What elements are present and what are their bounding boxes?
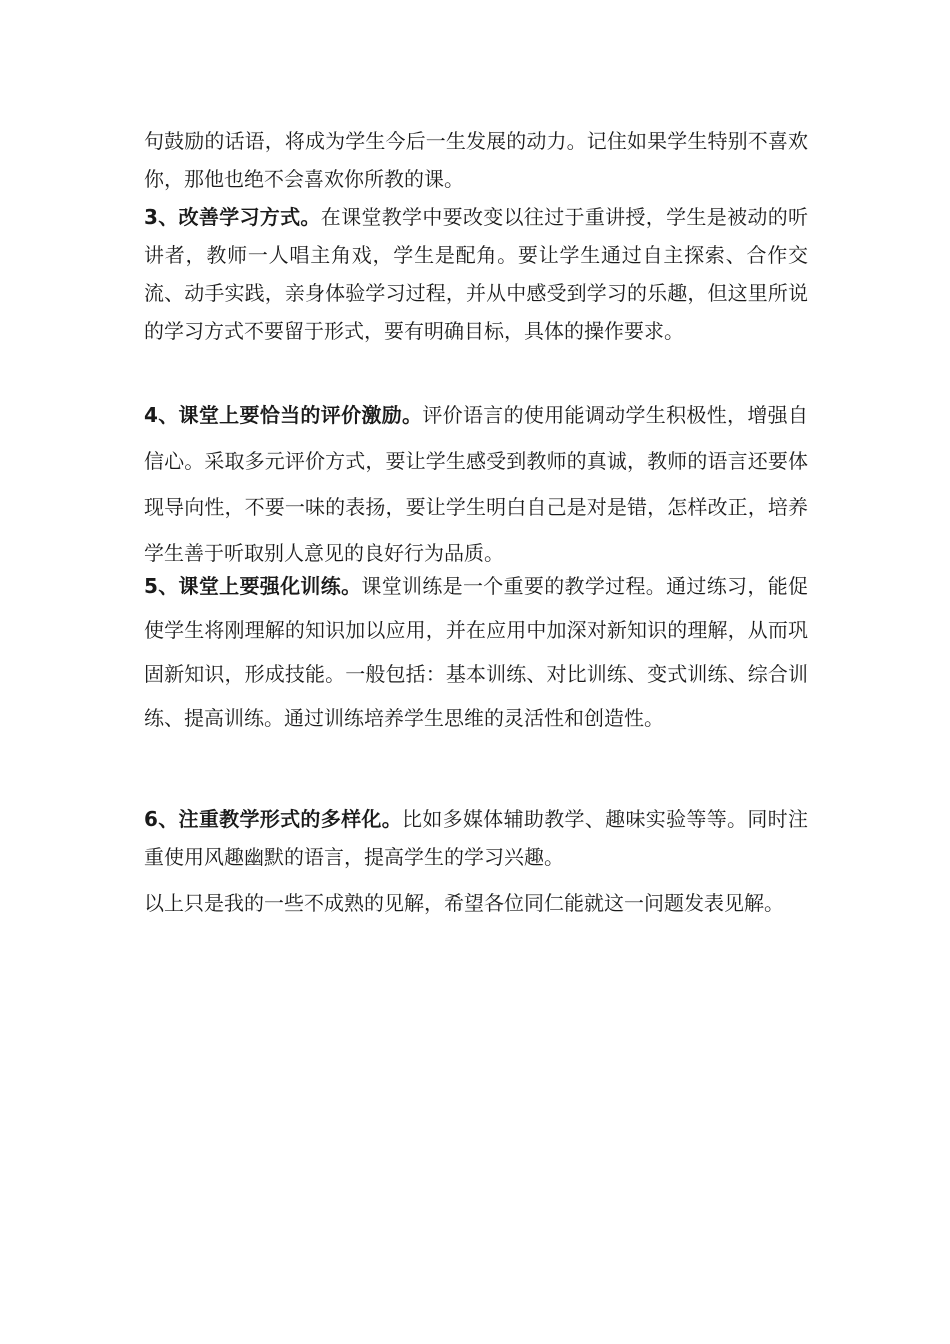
paragraph-4 — [144, 392, 808, 576]
paragraph-heading: 4、课堂上要恰当的评价激励。 — [144, 403, 423, 427]
paragraph-6 — [144, 800, 808, 876]
paragraph-text: 评价语言的使用能调动学生积极性，增强自信心。采取多元评价方式，要让学生感受到教师的真诚，教师的语言还要体现导向性，不要一味的表扬，要让学生明白自己是对是错，怎样改正，培养学生善于听取别人意见的良好行为品质。 — [144, 403, 808, 565]
paragraph-3 — [144, 198, 808, 350]
paragraph-text: 在课堂教学中要改变以往过于重讲授，学生是被动的听讲者，教师一人唱主角戏，学生是配角。要让学生通过自主探索、合作交流、动手实践，亲身体验学习过程，并从中感受到学习的乐趣，但这里所说的学习方式不要留于形式，要有明确目标，具体的操作要求。 — [144, 205, 809, 343]
paragraph-heading: 3、改善学习方式。 — [144, 205, 321, 229]
paragraph-text: 比如多媒体辅助教学、趣味实验等等。同时注重使用风趣幽默的语言，提高学生的学习兴趣。 — [144, 807, 808, 869]
paragraph-5 — [144, 564, 808, 740]
paragraph-heading: 5、课堂上要强化训练。 — [144, 574, 362, 598]
paragraph-heading: 6、注重教学形式的多样化。 — [144, 807, 403, 831]
paragraph-text: 句鼓励的话语，将成为学生今后一生发展的动力。记住如果学生特别不喜欢你，那他也绝不会喜欢你所教的课。 — [144, 129, 808, 191]
paragraph-intro-continuation — [144, 122, 808, 198]
paragraph-text: 课堂训练是一个重要的教学过程。通过练习，能促使学生将刚理解的知识加以应用，并在应用中加深对新知识的理解，从而巩固新知识，形成技能。一般包括：基本训练、对比训练、变式训练、综合训练、提高训练。通过训练培养学生思维的灵活性和创造性。 — [144, 574, 809, 730]
paragraph-closing — [144, 890, 808, 916]
paragraph-text: 以上只是我的一些不成熟的见解，希望各位同仁能就这一问题发表见解。 — [144, 891, 784, 915]
